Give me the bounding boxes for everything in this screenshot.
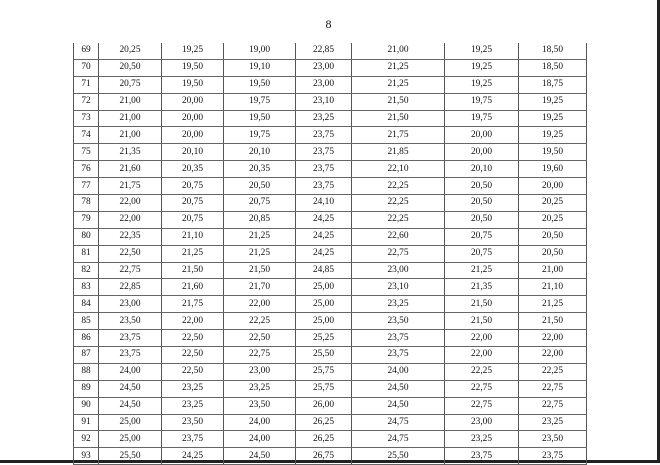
value-cell: 21,35 <box>445 279 519 296</box>
value-cell: 19,25 <box>445 76 519 93</box>
table-row <box>74 245 587 262</box>
value-cell: 19,25 <box>519 93 587 110</box>
row-number-cell: 69 <box>74 43 99 59</box>
value-cell: 21,25 <box>162 245 224 262</box>
value-cell: 24,75 <box>352 414 445 431</box>
table-row <box>74 161 587 178</box>
table-row <box>74 279 587 296</box>
value-cell: 24,75 <box>352 431 445 448</box>
value-cell: 19,75 <box>224 93 296 110</box>
row-number-cell: 89 <box>74 380 99 397</box>
table-row <box>74 228 587 245</box>
value-cell: 24,50 <box>352 397 445 414</box>
table-row <box>74 414 587 431</box>
value-cell: 23,75 <box>296 178 352 195</box>
value-cell: 20,00 <box>445 144 519 161</box>
value-cell: 24,25 <box>296 228 352 245</box>
value-cell: 25,00 <box>296 279 352 296</box>
value-cell: 23,25 <box>352 296 445 313</box>
value-cell: 21,60 <box>99 161 162 178</box>
value-cell: 20,50 <box>445 211 519 228</box>
table-row <box>74 363 587 380</box>
value-cell: 18,50 <box>519 59 587 76</box>
value-cell: 24,00 <box>224 431 296 448</box>
value-cell: 22,00 <box>445 330 519 347</box>
row-number-cell: 79 <box>74 211 99 228</box>
table-row <box>74 144 587 161</box>
value-cell: 25,00 <box>99 414 162 431</box>
table-row <box>74 313 587 330</box>
value-cell: 20,35 <box>224 161 296 178</box>
table-row <box>74 110 587 127</box>
value-cell: 22,00 <box>519 347 587 364</box>
value-cell: 23,25 <box>162 380 224 397</box>
table-row <box>74 397 587 414</box>
value-cell: 22,75 <box>224 347 296 364</box>
value-cell: 23,75 <box>296 161 352 178</box>
value-cell: 22,00 <box>519 330 587 347</box>
value-cell: 20,10 <box>224 144 296 161</box>
value-cell: 21,50 <box>224 262 296 279</box>
value-cell: 20,75 <box>445 228 519 245</box>
value-cell: 22,50 <box>162 330 224 347</box>
value-cell: 23,00 <box>352 262 445 279</box>
value-cell: 23,75 <box>296 144 352 161</box>
row-number-cell: 77 <box>74 178 99 195</box>
value-cell: 24,50 <box>352 380 445 397</box>
value-cell: 22,00 <box>224 296 296 313</box>
row-number-cell: 85 <box>74 313 99 330</box>
value-cell: 19,50 <box>224 76 296 93</box>
row-number-cell: 70 <box>74 59 99 76</box>
value-cell: 23,50 <box>162 414 224 431</box>
value-cell: 24,25 <box>296 245 352 262</box>
value-cell: 21,00 <box>519 262 587 279</box>
value-cell: 22,25 <box>352 195 445 212</box>
value-cell: 22,50 <box>224 330 296 347</box>
row-number-cell: 81 <box>74 245 99 262</box>
value-cell: 19,00 <box>224 43 296 59</box>
value-cell: 21,85 <box>352 144 445 161</box>
value-cell: 22,50 <box>99 245 162 262</box>
value-cell: 22,00 <box>162 313 224 330</box>
value-cell: 20,75 <box>162 195 224 212</box>
value-cell: 21,35 <box>99 144 162 161</box>
value-cell: 22,25 <box>519 363 587 380</box>
table-row <box>74 43 587 59</box>
value-cell: 21,25 <box>445 262 519 279</box>
value-cell: 21,50 <box>445 296 519 313</box>
value-cell: 24,10 <box>296 195 352 212</box>
value-cell: 24,50 <box>99 397 162 414</box>
value-cell: 21,00 <box>99 93 162 110</box>
value-cell: 24,00 <box>352 363 445 380</box>
value-cell: 20,50 <box>445 178 519 195</box>
value-cell: 20,00 <box>445 127 519 144</box>
value-cell: 21,25 <box>224 228 296 245</box>
row-number-cell: 87 <box>74 347 99 364</box>
value-cell: 24,50 <box>99 380 162 397</box>
table-row <box>74 127 587 144</box>
value-cell: 20,75 <box>99 76 162 93</box>
value-cell: 23,75 <box>445 448 519 465</box>
value-cell: 22,00 <box>99 195 162 212</box>
value-cell: 22,85 <box>99 279 162 296</box>
value-cell: 22,75 <box>519 380 587 397</box>
value-cell: 19,25 <box>162 43 224 59</box>
value-cell: 25,50 <box>296 347 352 364</box>
value-cell: 22,75 <box>445 397 519 414</box>
table-row <box>74 296 587 313</box>
value-cell: 26,25 <box>296 414 352 431</box>
data-table <box>73 43 587 465</box>
value-cell: 19,50 <box>224 110 296 127</box>
row-number-cell: 92 <box>74 431 99 448</box>
value-cell: 19,75 <box>224 127 296 144</box>
value-cell: 23,00 <box>296 76 352 93</box>
value-cell: 26,25 <box>296 431 352 448</box>
row-number-cell: 83 <box>74 279 99 296</box>
value-cell: 22,75 <box>519 397 587 414</box>
value-cell: 20,75 <box>224 195 296 212</box>
value-cell: 23,50 <box>352 313 445 330</box>
value-cell: 25,50 <box>99 448 162 465</box>
value-cell: 19,50 <box>162 59 224 76</box>
value-cell: 20,85 <box>224 211 296 228</box>
value-cell: 22,50 <box>162 363 224 380</box>
value-cell: 23,75 <box>352 347 445 364</box>
value-cell: 22,25 <box>352 211 445 228</box>
value-cell: 19,25 <box>445 59 519 76</box>
page-number: 8 <box>325 17 332 31</box>
value-cell: 24,00 <box>99 363 162 380</box>
value-cell: 23,50 <box>519 431 587 448</box>
row-number-cell: 74 <box>74 127 99 144</box>
value-cell: 23,75 <box>99 330 162 347</box>
table-row <box>74 211 587 228</box>
value-cell: 20,50 <box>519 245 587 262</box>
value-cell: 25,50 <box>352 448 445 465</box>
value-cell: 21,10 <box>519 279 587 296</box>
value-cell: 20,50 <box>519 228 587 245</box>
value-cell: 19,50 <box>519 144 587 161</box>
value-cell: 23,00 <box>445 414 519 431</box>
table-row <box>74 431 587 448</box>
value-cell: 26,75 <box>296 448 352 465</box>
value-cell: 21,00 <box>99 127 162 144</box>
table-row <box>74 347 587 364</box>
value-cell: 21,50 <box>162 262 224 279</box>
value-cell: 20,00 <box>519 178 587 195</box>
value-cell: 22,25 <box>352 178 445 195</box>
value-cell: 24,85 <box>296 262 352 279</box>
row-number-cell: 86 <box>74 330 99 347</box>
value-cell: 21,50 <box>445 313 519 330</box>
value-cell: 25,25 <box>296 330 352 347</box>
value-cell: 20,00 <box>162 110 224 127</box>
value-cell: 24,25 <box>296 211 352 228</box>
value-cell: 20,75 <box>162 211 224 228</box>
value-cell: 19,60 <box>519 161 587 178</box>
value-cell: 23,75 <box>519 448 587 465</box>
value-cell: 20,25 <box>99 43 162 59</box>
value-cell: 21,25 <box>352 59 445 76</box>
value-cell: 21,75 <box>99 178 162 195</box>
value-cell: 20,00 <box>162 127 224 144</box>
value-cell: 21,25 <box>519 296 587 313</box>
value-cell: 20,75 <box>162 178 224 195</box>
table-body <box>74 43 587 465</box>
value-cell: 25,75 <box>296 380 352 397</box>
value-cell: 20,50 <box>445 195 519 212</box>
value-cell: 23,75 <box>296 127 352 144</box>
value-cell: 22,75 <box>99 262 162 279</box>
value-cell: 20,50 <box>224 178 296 195</box>
value-cell: 22,25 <box>224 313 296 330</box>
value-cell: 23,75 <box>162 431 224 448</box>
value-cell: 23,75 <box>352 330 445 347</box>
row-number-cell: 88 <box>74 363 99 380</box>
value-cell: 23,50 <box>224 397 296 414</box>
value-cell: 18,50 <box>519 43 587 59</box>
value-cell: 19,10 <box>224 59 296 76</box>
table-row <box>74 178 587 195</box>
row-number-cell: 75 <box>74 144 99 161</box>
value-cell: 22,00 <box>445 347 519 364</box>
value-cell: 21,25 <box>352 76 445 93</box>
value-cell: 23,75 <box>99 347 162 364</box>
value-cell: 19,25 <box>519 110 587 127</box>
value-cell: 20,75 <box>445 245 519 262</box>
value-cell: 25,00 <box>99 431 162 448</box>
value-cell: 19,75 <box>445 93 519 110</box>
value-cell: 21,50 <box>519 313 587 330</box>
value-cell: 23,25 <box>445 431 519 448</box>
value-cell: 19,75 <box>445 110 519 127</box>
table-row <box>74 59 587 76</box>
row-number-cell: 93 <box>74 448 99 465</box>
value-cell: 20,10 <box>162 144 224 161</box>
value-cell: 21,25 <box>224 245 296 262</box>
value-cell: 26,00 <box>296 397 352 414</box>
value-cell: 25,00 <box>296 296 352 313</box>
value-cell: 21,50 <box>352 110 445 127</box>
value-cell: 23,25 <box>296 110 352 127</box>
value-cell: 23,10 <box>296 93 352 110</box>
value-cell: 19,25 <box>445 43 519 59</box>
value-cell: 23,25 <box>224 380 296 397</box>
value-cell: 23,25 <box>162 397 224 414</box>
value-cell: 20,50 <box>99 59 162 76</box>
value-cell: 21,00 <box>99 110 162 127</box>
value-cell: 23,25 <box>519 414 587 431</box>
value-cell: 23,00 <box>296 59 352 76</box>
value-cell: 21,70 <box>224 279 296 296</box>
value-cell: 25,75 <box>296 363 352 380</box>
value-cell: 22,10 <box>352 161 445 178</box>
table-row <box>74 330 587 347</box>
value-cell: 24,50 <box>224 448 296 465</box>
table-row <box>74 380 587 397</box>
row-number-cell: 80 <box>74 228 99 245</box>
table-row <box>74 262 587 279</box>
row-number-cell: 71 <box>74 76 99 93</box>
value-cell: 21,75 <box>162 296 224 313</box>
value-cell: 22,50 <box>162 347 224 364</box>
value-cell: 20,25 <box>519 195 587 212</box>
value-cell: 22,75 <box>445 380 519 397</box>
value-cell: 21,60 <box>162 279 224 296</box>
value-cell: 22,25 <box>445 363 519 380</box>
row-number-cell: 76 <box>74 161 99 178</box>
value-cell: 23,00 <box>99 296 162 313</box>
value-cell: 18,75 <box>519 76 587 93</box>
value-cell: 21,75 <box>352 127 445 144</box>
value-cell: 21,10 <box>162 228 224 245</box>
row-number-cell: 91 <box>74 414 99 431</box>
row-number-cell: 78 <box>74 195 99 212</box>
row-number-cell: 73 <box>74 110 99 127</box>
value-cell: 21,00 <box>352 43 445 59</box>
value-cell: 20,35 <box>162 161 224 178</box>
value-cell: 22,35 <box>99 228 162 245</box>
value-cell: 22,00 <box>99 211 162 228</box>
value-cell: 22,60 <box>352 228 445 245</box>
value-cell: 21,50 <box>352 93 445 110</box>
table-row <box>74 195 587 212</box>
value-cell: 19,25 <box>519 127 587 144</box>
row-number-cell: 90 <box>74 397 99 414</box>
table-row <box>74 93 587 110</box>
row-number-cell: 72 <box>74 93 99 110</box>
value-cell: 24,00 <box>224 414 296 431</box>
value-cell: 23,50 <box>99 313 162 330</box>
row-number-cell: 84 <box>74 296 99 313</box>
value-cell: 23,00 <box>224 363 296 380</box>
value-cell: 20,10 <box>445 161 519 178</box>
row-number-cell: 82 <box>74 262 99 279</box>
value-cell: 23,10 <box>352 279 445 296</box>
value-cell: 22,75 <box>352 245 445 262</box>
value-cell: 19,50 <box>162 76 224 93</box>
value-cell: 25,00 <box>296 313 352 330</box>
value-cell: 20,00 <box>162 93 224 110</box>
value-cell: 22,85 <box>296 43 352 59</box>
table-row <box>74 448 587 465</box>
value-cell: 24,25 <box>162 448 224 465</box>
table-row <box>74 76 587 93</box>
value-cell: 20,25 <box>519 211 587 228</box>
